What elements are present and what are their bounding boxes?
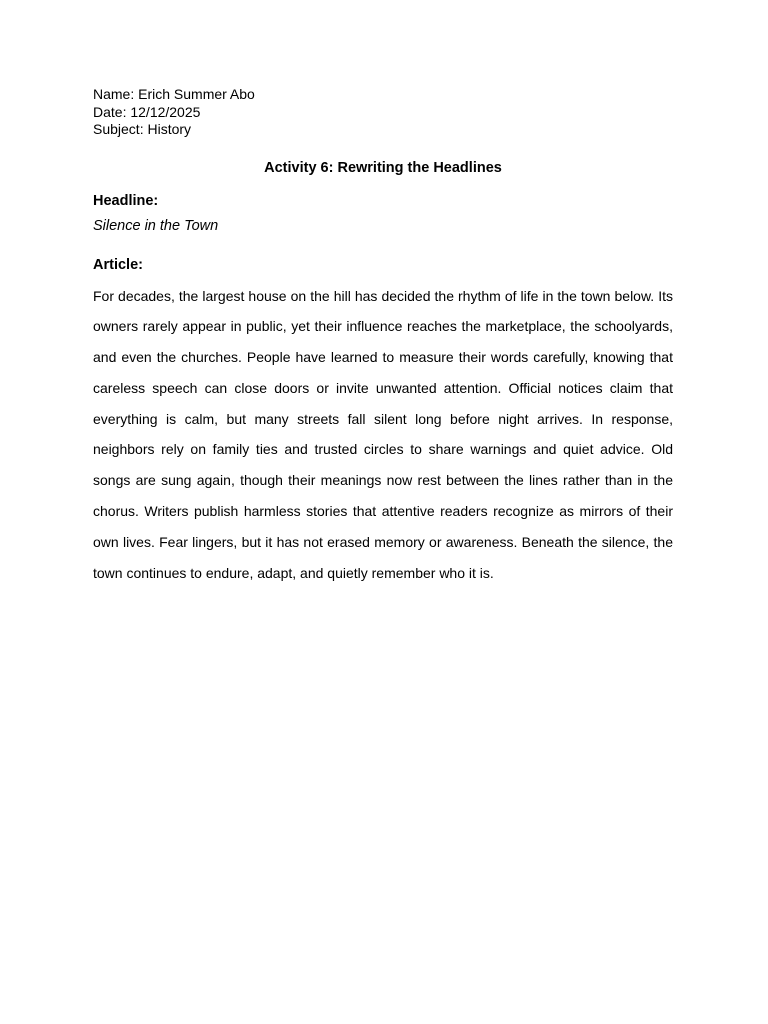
article-label: Article: bbox=[93, 256, 143, 273]
document-page bbox=[93, 86, 673, 588]
headline-text: Silence in the Town bbox=[93, 217, 219, 234]
student-name: Name: Erich Summer Abo bbox=[93, 86, 255, 102]
article-body: For decades, the largest house on the hill has decided the rhythm of life in the town below. Its owners rarely appear in public, yet their influence reaches the marketplace, the schoolyards, and even the churches. People have learned to measure their words carefully, knowing that careless speech can close doors or invite unwanted attention. Official notices claim that everything is calm, but many streets fall silent long before night arrives. In response, neighbors rely on family ties and trusted circles to share warnings and quiet advice. Old songs are sung again, though their meanings now rest between the lines rather than in the chorus. Writers publish harmless stories that attentive readers recognize as mirrors of their own lives. Fear lingers, but it has not erased memory or awareness. Beneath the silence, the town continues to endure, adapt, and quietly remember who it is. bbox=[93, 287, 673, 581]
subject-line: Subject: History bbox=[93, 121, 192, 137]
date-line: Date: 12/12/2025 bbox=[93, 103, 201, 120]
activity-title: Activity 6: Rewriting the Headlines bbox=[264, 159, 502, 176]
headline-label: Headline: bbox=[93, 192, 159, 209]
